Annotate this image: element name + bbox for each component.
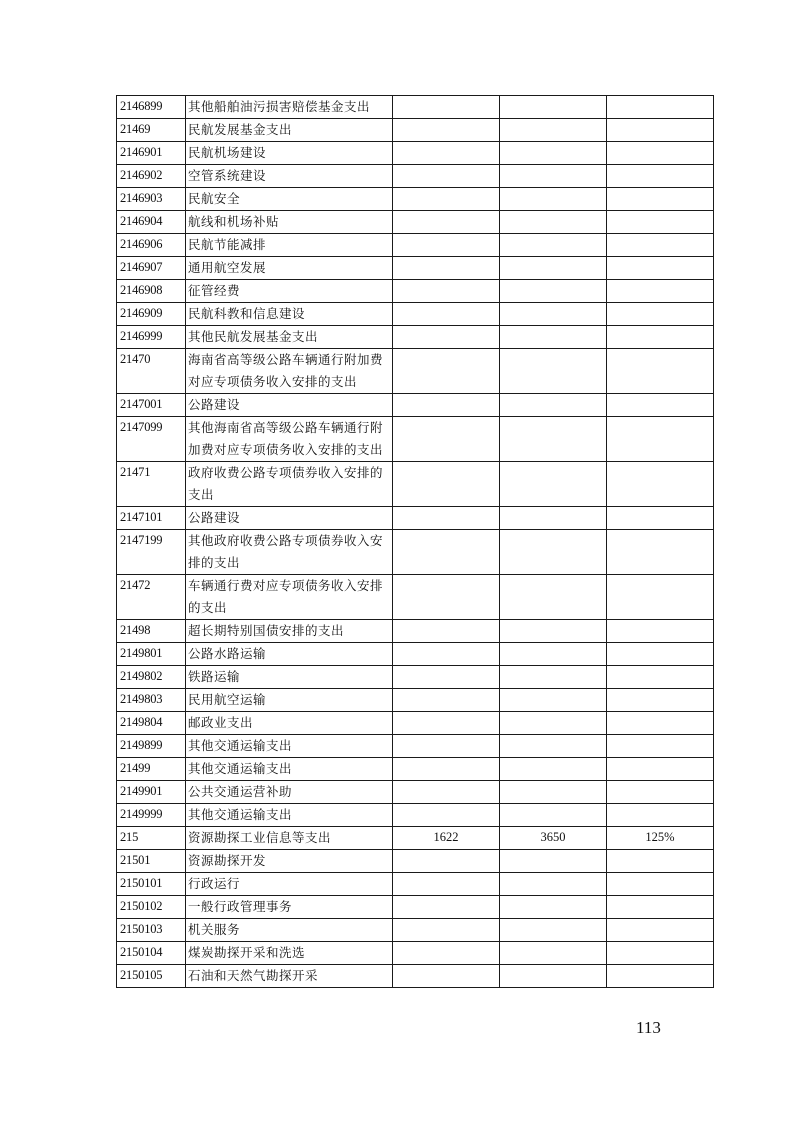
subject-code-cell: 2146907	[117, 257, 186, 280]
subject-code-cell: 2150104	[117, 942, 186, 965]
value-1-cell	[393, 643, 500, 666]
subject-name-cell: 资源勘探开发	[186, 850, 393, 873]
subject-name-cell: 石油和天然气勘探开采	[186, 965, 393, 988]
subject-code-cell: 2150102	[117, 896, 186, 919]
subject-name-cell: 其他政府收费公路专项债券收入安排的支出	[186, 530, 393, 575]
value-2-cell	[500, 211, 607, 234]
table-row	[117, 919, 714, 942]
value-1-cell	[393, 689, 500, 712]
value-2-cell	[500, 507, 607, 530]
value-2-cell	[500, 804, 607, 827]
value-3-cell: 125%	[607, 827, 714, 850]
table-row	[117, 896, 714, 919]
value-1-cell	[393, 280, 500, 303]
value-1-cell	[393, 326, 500, 349]
value-2-cell	[500, 188, 607, 211]
subject-name-cell: 通用航空发展	[186, 257, 393, 280]
table-row	[117, 643, 714, 666]
subject-code-cell: 2146909	[117, 303, 186, 326]
table-row	[117, 689, 714, 712]
table-row	[117, 965, 714, 988]
subject-name-cell: 其他海南省高等级公路车辆通行附加费对应专项债务收入安排的支出	[186, 417, 393, 462]
value-3-cell	[607, 666, 714, 689]
value-3-cell	[607, 417, 714, 462]
value-3-cell	[607, 942, 714, 965]
table-row	[117, 462, 714, 507]
subject-code-cell: 2147099	[117, 417, 186, 462]
value-3-cell	[607, 896, 714, 919]
value-3-cell	[607, 257, 714, 280]
value-1-cell	[393, 349, 500, 394]
subject-code-cell: 2149901	[117, 781, 186, 804]
subject-code-cell: 21470	[117, 349, 186, 394]
value-3-cell	[607, 689, 714, 712]
subject-name-cell: 其他船舶油污损害赔偿基金支出	[186, 96, 393, 119]
subject-code-cell: 215	[117, 827, 186, 850]
value-2-cell	[500, 257, 607, 280]
value-3-cell	[607, 349, 714, 394]
table-row	[117, 712, 714, 735]
subject-code-cell: 2146899	[117, 96, 186, 119]
value-3-cell	[607, 873, 714, 896]
subject-code-cell: 2150105	[117, 965, 186, 988]
value-1-cell	[393, 873, 500, 896]
subject-name-cell: 邮政业支出	[186, 712, 393, 735]
value-1-cell	[393, 575, 500, 620]
table-row	[117, 620, 714, 643]
subject-name-cell: 超长期特别国债安排的支出	[186, 620, 393, 643]
value-2-cell	[500, 873, 607, 896]
value-1-cell	[393, 303, 500, 326]
subject-name-cell: 机关服务	[186, 919, 393, 942]
subject-code-cell: 21472	[117, 575, 186, 620]
page-number: 113	[636, 1018, 661, 1037]
table-row	[117, 827, 714, 850]
value-3-cell	[607, 643, 714, 666]
subject-name-cell: 其他交通运输支出	[186, 804, 393, 827]
subject-code-cell: 2147101	[117, 507, 186, 530]
value-1-cell	[393, 804, 500, 827]
value-3-cell	[607, 142, 714, 165]
table-row	[117, 507, 714, 530]
subject-code-cell: 2146906	[117, 234, 186, 257]
subject-name-cell: 航线和机场补贴	[186, 211, 393, 234]
table-row	[117, 165, 714, 188]
table-row	[117, 850, 714, 873]
subject-code-cell: 21469	[117, 119, 186, 142]
table-row	[117, 530, 714, 575]
value-1-cell	[393, 507, 500, 530]
value-1-cell	[393, 530, 500, 575]
table-body	[117, 96, 714, 988]
subject-name-cell: 民航机场建设	[186, 142, 393, 165]
value-2-cell	[500, 965, 607, 988]
subject-code-cell: 2146901	[117, 142, 186, 165]
value-1-cell	[393, 119, 500, 142]
value-1-cell	[393, 96, 500, 119]
subject-name-cell: 其他交通运输支出	[186, 735, 393, 758]
value-3-cell	[607, 850, 714, 873]
subject-name-cell: 车辆通行费对应专项债务收入安排的支出	[186, 575, 393, 620]
value-3-cell	[607, 211, 714, 234]
value-1-cell	[393, 620, 500, 643]
value-2-cell	[500, 462, 607, 507]
value-1-cell	[393, 142, 500, 165]
value-3-cell	[607, 735, 714, 758]
table-row	[117, 188, 714, 211]
value-1-cell	[393, 188, 500, 211]
value-2-cell	[500, 326, 607, 349]
subject-name-cell: 空管系统建设	[186, 165, 393, 188]
value-3-cell	[607, 530, 714, 575]
subject-name-cell: 民航节能减排	[186, 234, 393, 257]
value-3-cell	[607, 96, 714, 119]
value-2-cell	[500, 349, 607, 394]
subject-code-cell: 2146904	[117, 211, 186, 234]
subject-code-cell: 21501	[117, 850, 186, 873]
value-3-cell	[607, 620, 714, 643]
subject-name-cell: 铁路运输	[186, 666, 393, 689]
subject-name-cell: 民航科教和信息建设	[186, 303, 393, 326]
value-3-cell	[607, 712, 714, 735]
value-3-cell	[607, 394, 714, 417]
table-row	[117, 758, 714, 781]
table-row	[117, 873, 714, 896]
value-3-cell	[607, 303, 714, 326]
subject-name-cell: 行政运行	[186, 873, 393, 896]
subject-code-cell: 2149802	[117, 666, 186, 689]
table-row	[117, 417, 714, 462]
value-2-cell	[500, 919, 607, 942]
subject-name-cell: 征管经费	[186, 280, 393, 303]
subject-code-cell: 2146903	[117, 188, 186, 211]
subject-code-cell: 2146999	[117, 326, 186, 349]
table-row	[117, 257, 714, 280]
value-2-cell	[500, 850, 607, 873]
subject-name-cell: 公共交通运营补助	[186, 781, 393, 804]
subject-name-cell: 其他交通运输支出	[186, 758, 393, 781]
value-2-cell	[500, 781, 607, 804]
value-1-cell	[393, 165, 500, 188]
table-row	[117, 303, 714, 326]
value-2-cell	[500, 96, 607, 119]
value-2-cell	[500, 735, 607, 758]
value-2-cell	[500, 758, 607, 781]
subject-name-cell: 一般行政管理事务	[186, 896, 393, 919]
value-2-cell	[500, 712, 607, 735]
value-3-cell	[607, 758, 714, 781]
value-1-cell	[393, 919, 500, 942]
table-row	[117, 666, 714, 689]
table-row	[117, 211, 714, 234]
value-2-cell	[500, 942, 607, 965]
table-row	[117, 119, 714, 142]
subject-name-cell: 海南省高等级公路车辆通行附加费对应专项债务收入安排的支出	[186, 349, 393, 394]
subject-name-cell: 民航安全	[186, 188, 393, 211]
table-row	[117, 781, 714, 804]
value-1-cell	[393, 257, 500, 280]
table-row	[117, 942, 714, 965]
subject-code-cell: 2149804	[117, 712, 186, 735]
value-2-cell	[500, 575, 607, 620]
subject-code-cell: 2147199	[117, 530, 186, 575]
value-1-cell	[393, 462, 500, 507]
table-row	[117, 142, 714, 165]
subject-code-cell: 2146908	[117, 280, 186, 303]
value-1-cell	[393, 965, 500, 988]
value-2-cell	[500, 165, 607, 188]
value-3-cell	[607, 280, 714, 303]
value-2-cell	[500, 666, 607, 689]
value-2-cell	[500, 896, 607, 919]
value-1-cell	[393, 735, 500, 758]
value-2-cell	[500, 303, 607, 326]
subject-name-cell: 公路建设	[186, 394, 393, 417]
table-row	[117, 349, 714, 394]
value-3-cell	[607, 804, 714, 827]
subject-name-cell: 公路建设	[186, 507, 393, 530]
value-1-cell: 1622	[393, 827, 500, 850]
value-3-cell	[607, 575, 714, 620]
subject-code-cell: 2146902	[117, 165, 186, 188]
subject-name-cell: 民航发展基金支出	[186, 119, 393, 142]
subject-code-cell: 2149899	[117, 735, 186, 758]
value-2-cell	[500, 530, 607, 575]
value-3-cell	[607, 326, 714, 349]
value-3-cell	[607, 119, 714, 142]
budget-expenditure-table	[116, 95, 714, 988]
value-2-cell	[500, 142, 607, 165]
value-3-cell	[607, 234, 714, 257]
value-2-cell	[500, 689, 607, 712]
value-3-cell	[607, 507, 714, 530]
value-3-cell	[607, 165, 714, 188]
subject-code-cell: 2149803	[117, 689, 186, 712]
subject-name-cell: 民用航空运输	[186, 689, 393, 712]
value-3-cell	[607, 462, 714, 507]
subject-code-cell: 2150103	[117, 919, 186, 942]
subject-code-cell: 2149999	[117, 804, 186, 827]
table-row	[117, 234, 714, 257]
subject-code-cell: 2150101	[117, 873, 186, 896]
value-1-cell	[393, 850, 500, 873]
value-2-cell	[500, 643, 607, 666]
value-1-cell	[393, 417, 500, 462]
value-3-cell	[607, 188, 714, 211]
value-1-cell	[393, 666, 500, 689]
value-1-cell	[393, 712, 500, 735]
subject-code-cell: 21499	[117, 758, 186, 781]
value-1-cell	[393, 211, 500, 234]
subject-name-cell: 公路水路运输	[186, 643, 393, 666]
table-row	[117, 575, 714, 620]
subject-code-cell: 2149801	[117, 643, 186, 666]
value-2-cell	[500, 417, 607, 462]
value-1-cell	[393, 781, 500, 804]
value-1-cell	[393, 896, 500, 919]
table-row	[117, 394, 714, 417]
value-1-cell	[393, 942, 500, 965]
value-2-cell	[500, 620, 607, 643]
table-row	[117, 326, 714, 349]
table-row	[117, 804, 714, 827]
subject-name-cell: 资源勘探工业信息等支出	[186, 827, 393, 850]
subject-name-cell: 政府收费公路专项债券收入安排的支出	[186, 462, 393, 507]
table-row	[117, 96, 714, 119]
subject-name-cell: 其他民航发展基金支出	[186, 326, 393, 349]
value-1-cell	[393, 758, 500, 781]
value-3-cell	[607, 965, 714, 988]
value-2-cell: 3650	[500, 827, 607, 850]
subject-code-cell: 21471	[117, 462, 186, 507]
value-2-cell	[500, 234, 607, 257]
subject-name-cell: 煤炭勘探开采和洗选	[186, 942, 393, 965]
value-3-cell	[607, 781, 714, 804]
table-row	[117, 280, 714, 303]
value-1-cell	[393, 394, 500, 417]
subject-code-cell: 2147001	[117, 394, 186, 417]
value-3-cell	[607, 919, 714, 942]
value-2-cell	[500, 280, 607, 303]
value-2-cell	[500, 119, 607, 142]
value-2-cell	[500, 394, 607, 417]
subject-code-cell: 21498	[117, 620, 186, 643]
table-row	[117, 735, 714, 758]
value-1-cell	[393, 234, 500, 257]
